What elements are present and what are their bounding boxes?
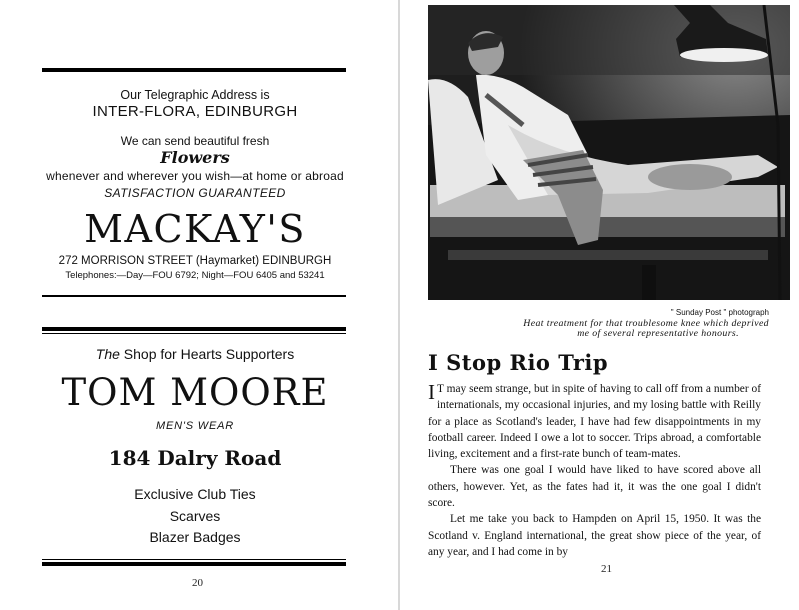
shop-line [30,346,360,362]
mackays-telephones: Telephones:—Day—FOU 6792; Night—FOU 6405 and 53241 [65,270,325,281]
paragraph-3: Let me take you back to Hampden on April 15, 1950. It was the Scotland v. England international, the great show piece of the year, of any year, and I had come in by [428,513,761,558]
shop-item: Scarves [169,507,221,524]
shop-item: Exclusive Club Ties [134,486,256,502]
send-line: We can send beautiful fresh [120,134,270,148]
mens-wear: MEN'S WEAR [156,420,234,432]
article-heading: I Stop Rio Trip [428,350,609,375]
ad2-top-rule [42,327,346,331]
telegraphic-name: INTER-FLORA, EDINBURGH [92,103,298,120]
photo-credit: " Sunday Post " photograph [670,308,769,317]
photograph-heat-treatment [428,5,790,300]
ad1-bottom-rule [42,295,346,297]
dalry-road-address: 184 Dalry Road [108,446,282,470]
page-number-left: 20 [192,577,203,589]
shop-item: Blazer Badges [149,529,241,545]
paragraph-1 [428,381,761,462]
drop-cap: I [428,380,435,404]
photo-illustration [428,5,790,300]
shop-rest: Shop for Hearts Supporters [119,346,295,362]
ad2-top-rule-thin [42,333,346,334]
ad2-bottom-rule [42,562,346,566]
book-spine [398,0,400,610]
caption-line-1: Heat treatment for that troublesome knee which deprived [523,318,769,329]
page-number-right: 21 [601,563,612,575]
mackays-title: MACKAY'S [84,207,306,251]
flowers-script: Flowers [160,148,230,167]
shop-items-list [30,484,360,549]
tom-moore-title: TOM MOORE [61,371,329,414]
ad1-top-rule [42,68,346,72]
article-body [428,381,761,560]
paragraph-1-text: T may seem strange, but in spite of having to call off from a number of internationals, my occasional injuries, and my losing battle with Reilly for a place as Scotland's leader, I have had few disappointments in my football career. Indeed I owe a lot to soccer. Trips abroad, a comfortable living, excitement and a first-rate bunch of team-mates. [428,383,761,461]
shop-prefix: The [95,346,120,362]
caption-line-2: me of several representative honours. [577,328,739,339]
paragraph-2: There was one goal I would have liked to have scored above all others, however. Yet, as the fates had it, it was the one goal I didn't score. [428,464,761,510]
ad2-bottom-rule-thin [42,559,346,560]
mackays-address: 272 MORRISON STREET (Haymarket) EDINBURGH [58,255,332,267]
telegraphic-line: Our Telegraphic Address is [120,88,270,102]
satisfaction-line: SATISFACTION GUARANTEED [104,186,286,200]
whenever-line: whenever and wherever you wish—at home or abroad [46,169,344,183]
